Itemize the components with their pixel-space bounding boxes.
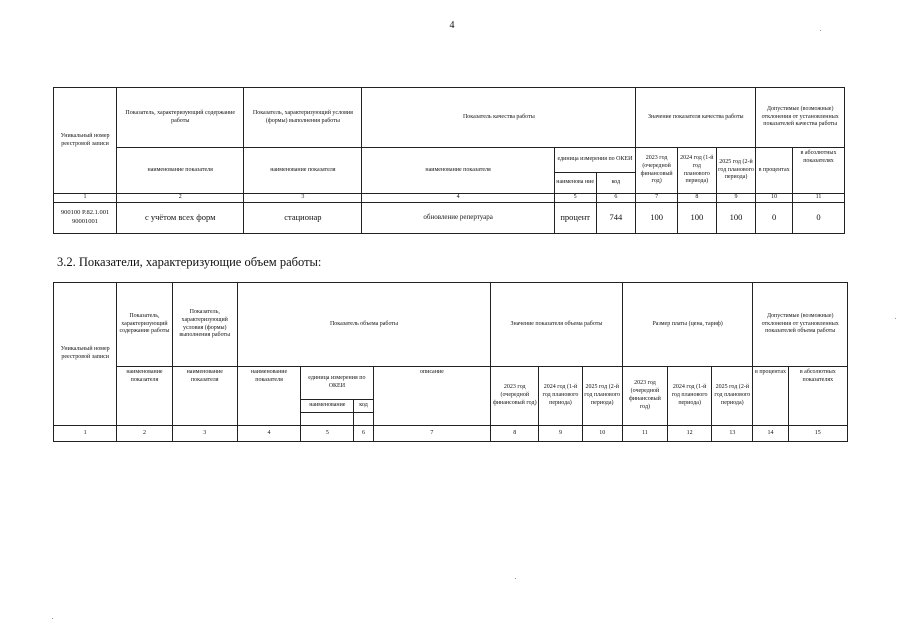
header-okei-name: наименование	[301, 400, 354, 413]
column-number: 10	[582, 426, 622, 442]
header-indicator-name: наименование показателя	[237, 367, 300, 426]
page-number: 4	[449, 20, 455, 31]
cell-registry-number: 900100 Р.82.1.001 90001001	[54, 202, 117, 233]
okei-code-empty-cell	[354, 413, 373, 426]
quality-indicators-table	[53, 87, 845, 234]
column-number: 5	[301, 426, 354, 442]
cell-conditions: стационар	[244, 202, 362, 233]
header-allowed-deviation: Допустимые (возможные) отклонения от установленных показателей объема работы	[753, 283, 848, 367]
cell-deviation-percent: 0	[756, 202, 793, 233]
header-okei-name: наименова ние	[554, 173, 596, 194]
header-in-percent: в процентах	[753, 367, 788, 426]
cell-value-2025: 100	[716, 202, 756, 233]
header-indicator-name: наименование показателя	[244, 148, 362, 194]
header-fee-2024: 2024 год (1-й год планового периода)	[668, 367, 712, 426]
column-number: 9	[539, 426, 582, 442]
column-number: 2	[117, 426, 172, 442]
column-number: 3	[244, 194, 362, 203]
column-number: 14	[753, 426, 788, 442]
column-number: 4	[362, 194, 554, 203]
column-number: 7	[373, 426, 491, 442]
scan-speck	[820, 30, 821, 31]
cell-deviation-absolute: 0	[793, 202, 845, 233]
column-number: 7	[636, 194, 678, 203]
header-vol-2024: 2024 год (1-й год планового периода)	[539, 367, 582, 426]
header-year-2025: 2025 год (2-й год планового периода)	[716, 148, 756, 194]
column-number: 2	[117, 194, 244, 203]
header-in-absolute: в абсолютных показателях	[793, 148, 845, 194]
header-indicator-name: наименование показателя	[362, 148, 554, 194]
cell-unit-name: процент	[554, 202, 596, 233]
scan-speck	[52, 618, 53, 619]
section-title: 3.2. Показатели, характеризующие объем работы:	[57, 255, 322, 269]
column-number: 10	[756, 194, 793, 203]
header-quality-value: Значение показателя качества работы	[636, 88, 756, 148]
header-content-indicator: Показатель, характеризующий содержание работы	[117, 283, 172, 367]
cell-value-2024: 100	[677, 202, 716, 233]
scan-speck	[515, 578, 516, 579]
column-number: 15	[788, 426, 847, 442]
column-number: 13	[712, 426, 753, 442]
header-indicator-name: наименование показателя	[117, 367, 172, 426]
header-fee-2023: 2023 год (очередной финансовый год)	[622, 367, 667, 426]
header-indicator-name: наименование показателя	[172, 367, 237, 426]
header-description: описание	[373, 367, 491, 426]
header-conditions-indicator: Показатель, характеризующий условия (формы) выполнения работы	[172, 283, 237, 367]
column-number: 12	[668, 426, 712, 442]
header-year-2024: 2024 год (1-й год планового периода)	[677, 148, 716, 194]
cell-content: с учётом всех форм	[117, 202, 244, 233]
column-number: 11	[793, 194, 845, 203]
header-allowed-deviation: Допустимые (возможные) отклонения от установленных показателей качества работы	[756, 88, 845, 148]
column-number: 1	[54, 426, 117, 442]
header-okei-code: код	[596, 173, 636, 194]
header-indicator-name: наименование показателя	[117, 148, 244, 194]
header-volume-indicator: Показатель объема работы	[237, 283, 490, 367]
table-row	[54, 202, 845, 233]
header-conditions-indicator: Показатель, характеризующий условия (формы) выполнения работы	[244, 88, 362, 148]
column-number: 8	[677, 194, 716, 203]
header-volume-value: Значение показателя объема работы	[491, 283, 623, 367]
header-fee-amount: Размер платы (цена, тариф)	[622, 283, 753, 367]
column-number: 8	[491, 426, 539, 442]
header-unique-registry-number: Уникальный номер реестровой записи	[54, 283, 117, 426]
header-year-2023: 2023 год (очередной финансовый год)	[636, 148, 678, 194]
cell-quality-indicator: обновление репертуара	[362, 202, 554, 233]
column-number: 5	[554, 194, 596, 203]
header-fee-2025: 2025 год (2-й год планового периода)	[712, 367, 753, 426]
header-content-indicator: Показатель, характеризующий содержание работы	[117, 88, 244, 148]
header-vol-2025: 2025 год (2-й год планового периода)	[582, 367, 622, 426]
header-in-percent: в процентах	[756, 148, 793, 194]
header-okei-unit: единица измерения по ОКЕИ	[301, 367, 373, 400]
column-number: 3	[172, 426, 237, 442]
column-number: 4	[237, 426, 300, 442]
header-okei-code: код	[354, 400, 373, 413]
header-okei-unit: единица измерения по ОКЕИ	[554, 148, 635, 173]
header-unique-registry-number: Уникальный номер реестровой записи	[54, 88, 117, 194]
header-in-absolute: в абсолютных показателях	[788, 367, 847, 426]
column-number: 9	[716, 194, 756, 203]
column-number: 1	[54, 194, 117, 203]
header-vol-2023: 2023 год (очередной финансовый год)	[491, 367, 539, 426]
column-number: 6	[596, 194, 636, 203]
cell-unit-code: 744	[596, 202, 636, 233]
header-quality-indicator: Показатель качества работы	[362, 88, 636, 148]
cell-value-2023: 100	[636, 202, 678, 233]
volume-indicators-table	[53, 282, 848, 442]
scan-speck	[895, 318, 896, 319]
column-number: 6	[354, 426, 373, 442]
okei-name-empty-cell	[301, 413, 354, 426]
column-number: 11	[622, 426, 667, 442]
